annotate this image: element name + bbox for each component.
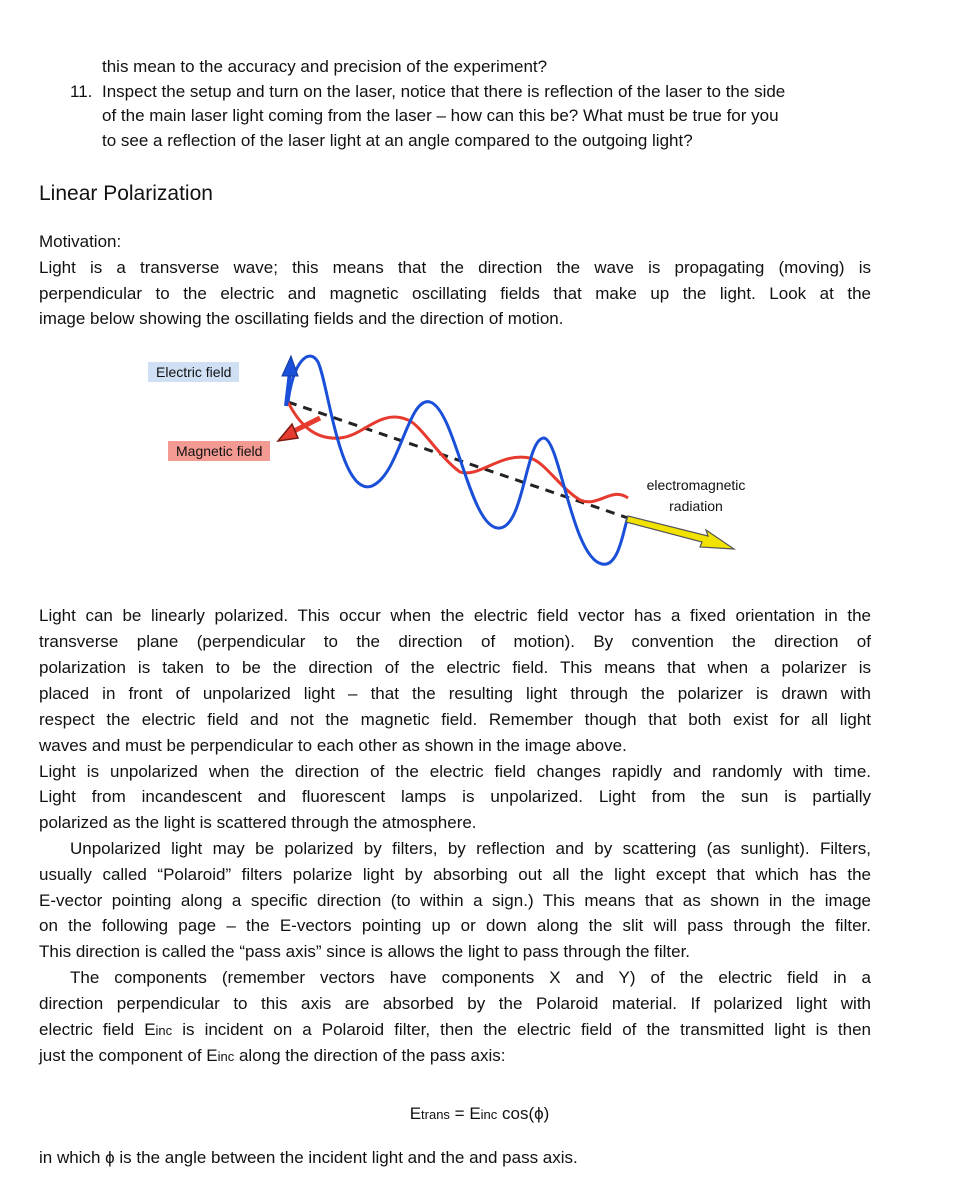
body-line: polarization is taken to be the direction of the electric field. This means that when a polarizer is <box>39 658 871 677</box>
body-line: Light can be linearly polarized. This occur when the electric field vector has a fixed orientation in the <box>39 606 871 625</box>
einc-symbol: E <box>144 1020 156 1039</box>
body-line: placed in front of unpolarized light – that the resulting light through the polarizer is drawn with <box>39 684 871 703</box>
body-line: The components (remember vectors have components X and Y) of the electric field in a <box>70 968 871 987</box>
propagation-arrow-icon <box>626 516 734 549</box>
equals-sign: = <box>449 1104 470 1123</box>
einc-line-1-before: electric field <box>39 1020 145 1039</box>
question-continuation: this mean to the accuracy and precision of the experiment? <box>102 57 548 76</box>
magnetic-arrow-icon <box>278 424 298 441</box>
einc-subscript: inc <box>480 1107 498 1122</box>
body-line: Light from incandescent and fluorescent lamps is unpolarized. Light from the sun is partially <box>39 787 871 806</box>
motivation-line-3: image below showing the oscillating fields and the direction of motion. <box>39 309 564 328</box>
electric-arrow-icon <box>282 356 298 376</box>
radiation-label-2: radiation <box>669 498 723 514</box>
body-line: This direction is called the “pass axis” since is allows the light to pass through the filter. <box>39 942 691 961</box>
einc-line-1-after: is incident on a Polaroid filter, then the electric field of the transmitted light is then <box>172 1020 872 1039</box>
magnetic-field-label: Magnetic field <box>168 441 270 461</box>
question-number: 11. <box>70 82 93 101</box>
question-11-line-1: Inspect the setup and turn on the laser, notice that there is reflection of the laser to the side <box>102 82 786 101</box>
body-line: on the following page – the E-vectors pointing up or down along the slit will pass through the filter. <box>39 916 871 935</box>
cos-term: cos(ϕ) <box>497 1104 550 1123</box>
einc-symbol: E <box>469 1104 481 1123</box>
etrans-subscript: trans <box>421 1107 450 1122</box>
body-line: transverse plane (perpendicular to the direction of motion). By convention the direction of <box>39 632 871 651</box>
final-line: in which ϕ is the angle between the incident light and the and pass axis. <box>39 1148 578 1167</box>
motivation-label: Motivation: <box>39 232 122 251</box>
transmission-equation <box>0 1102 959 1127</box>
einc-line-2-after: along the direction of the pass axis: <box>234 1046 506 1065</box>
einc-line-2-before: just the component of <box>39 1046 207 1065</box>
radiation-label-1: electromagnetic <box>646 477 746 493</box>
propagation-axis <box>288 402 628 518</box>
body-line: direction perpendicular to this axis are absorbed by the Polaroid material. If polarized light with <box>39 994 871 1013</box>
em-wave-diagram <box>140 348 780 578</box>
body-line: Light is unpolarized when the direction of the electric field changes rapidly and randomly with time. <box>39 762 871 781</box>
einc-line-1 <box>39 1017 871 1044</box>
einc-line-2 <box>39 1043 505 1070</box>
einc-symbol: E <box>206 1046 218 1065</box>
question-11-line-2: of the main laser light coming from the laser – how can this be? What must be true for you <box>102 106 779 125</box>
einc-subscript: inc <box>217 1049 235 1064</box>
body-line: usually called “Polaroid” filters polarize light by absorbing out all the light except that which has the <box>39 865 871 884</box>
body-line: respect the electric field and not the magnetic field. Remember though that both exist for all light <box>39 710 871 729</box>
body-line: waves and must be perpendicular to each other as shown in the image above. <box>39 736 627 755</box>
electric-field-label: Electric field <box>148 362 239 382</box>
question-11-line-3: to see a reflection of the laser light at an angle compared to the outgoing light? <box>102 131 693 150</box>
body-line: Unpolarized light may be polarized by filters, by reflection and by scattering (as sunlight). Filters, <box>70 839 871 858</box>
body-line: E-vector pointing along a specific direction (to within a sign.) This means that as shown in the image <box>39 891 871 910</box>
motivation-line-1: Light is a transverse wave; this means that the direction the wave is propagating (moving) is <box>39 258 871 277</box>
section-title: Linear Polarization <box>39 182 213 205</box>
em-wave-figure <box>140 348 780 578</box>
etrans-symbol: E <box>409 1104 422 1123</box>
motivation-line-2: perpendicular to the electric and magnetic oscillating fields that make up the light. Look at the <box>39 284 871 303</box>
einc-subscript: inc <box>155 1023 173 1038</box>
body-line: polarized as the light is scattered through the atmosphere. <box>39 813 477 832</box>
